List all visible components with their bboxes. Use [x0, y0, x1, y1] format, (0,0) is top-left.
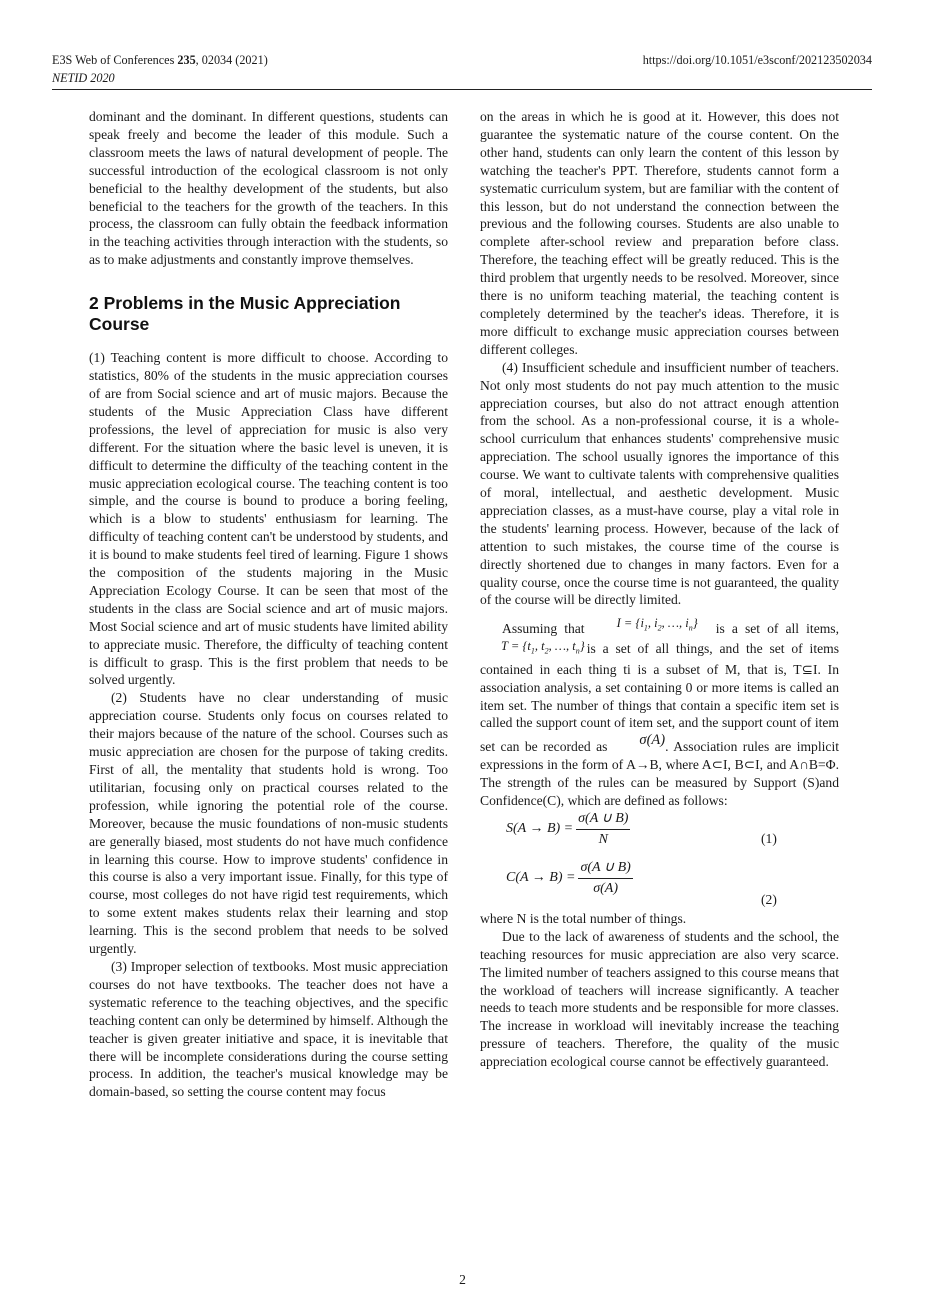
- equation-2-lhs: C(A → B) =: [506, 870, 576, 886]
- equation-confidence: [480, 859, 839, 908]
- association-definition-paragraph: Assuming that $I = \{i_1$, $i_2$, …, $i_n$} is a set of all items, $T = \{t_1$, $t_2$, …, $t_n$} is a set of all things, and the set of items contained in each thing ti is a subset of M, that is, T⊆I. In association analysis, a set containing 0 or more items is called an item set. The number of things that contain a specific item set is called the support count of item set, and the support count of item set can be recorded as σ(A). Association rules are implicit expressions in the form of A→B, where A⊂I, B⊂I, and A∩B=Φ. The strength of the rules can be measured by Support (S)and Confidence(C), which are defined as follows:: [480, 616, 839, 809]
- equation-2-denominator: σ(A): [593, 880, 619, 896]
- assuming-mid-text: is a set of all items,: [715, 621, 839, 637]
- left-column: [89, 108, 448, 1101]
- assuming-rest-text: is a set of all things, and the set of items contained in each thing ti is a subset of M, that is, T⊆I. In association analysis, a set containing 0 or more items is called an item set. The number of things that contain a specific item set is called the support count of item set, and the support count of item set can be recorded as: [480, 641, 839, 755]
- set-t-formula: $T = \{t_1$, $t_2$, …, $t_n$}: [501, 639, 585, 656]
- equation-support: [480, 810, 839, 859]
- equation-1-fraction: [576, 810, 630, 849]
- doi-link[interactable]: https://doi.org/10.1051/e3sconf/202123502034: [642, 53, 872, 67]
- journal-citation: [52, 52, 268, 69]
- equation-1-numerator: σ(A ∪ B): [576, 810, 630, 830]
- equation-1-denominator: N: [598, 831, 608, 847]
- equation-2-number: (2): [761, 891, 777, 907]
- assuming-lead-text: Assuming that: [502, 621, 585, 637]
- support-count-formula: σ(A): [639, 732, 666, 749]
- journal-name: E3S Web of Conferences: [52, 53, 178, 67]
- resources-paragraph: Due to the lack of awareness of students and the school, the teaching resources for music appreciation are also very scarce. The limited number of teachers assigned to this course means that the workload of teachers will increase significantly. A teacher needs to teach more students and be responsible for more classes. The increase in workload will inevitably increase the teaching pressure of teachers. Therefore, the quality of the music appreciation ecological course cannot be effectively guaranteed.: [480, 928, 839, 1070]
- problem-3-paragraph: (3) Improper selection of textbooks. Most music appreciation courses do not have textbooks. The teacher does not have a systematic reference to the teaching objectives, and the specific teaching content can only be determined by himself. Although the teacher is given greater initiative and space, it is inevitable that there will be incomplete considerations during the course setting process. In addition, the teacher's musical knowledge may be domain-based, so setting the course content may focus: [89, 958, 448, 1100]
- conference-name: NETID 2020: [52, 71, 115, 85]
- journal-volume: 235: [177, 53, 196, 67]
- equation-2-fraction: [578, 859, 632, 898]
- equation-2-numerator: σ(A ∪ B): [578, 859, 632, 879]
- problem-3-continued-paragraph: on the areas in which he is good at it. However, this does not guarantee the systematic nature of the course content. On the other hand, students can only learn the content of this lesson by watching the teacher's PPT. Therefore, students cannot form a systematic curriculum system, but are familiar with the content of this lesson, but do not understand the connection between the previous and the following courses. Students are also unable to complete after-school review and preparation before class. Therefore, the teaching effect will be greatly reduced. This is the third problem that urgently needs to be resolved. Moreover, since there is no uniform teaching material, the teaching content is completely determined by the teacher's ideas. Therefore, it is more difficult to exchange music appreciation courses between different colleges.: [480, 109, 839, 357]
- association-rules-text: Association rules are implicit expressions in the form of A→B, where A⊂I, B⊂I, and A∩B=Φ. The strength of the rules can be measured by Support (S)and Confidence(C), which are defined as follows:: [480, 739, 839, 809]
- equation-1-number: (1): [761, 830, 777, 846]
- problem-4-paragraph: (4) Insufficient schedule and insufficient number of teachers. Not only most students do not pay much attention to the music appreciation courses, but also do not attract enough attention from the school. As a non-professional course, it is a whole-school curriculum that enhances students' comprehensive music appreciation. The school usually ignores the importance of this course. We want to cultivate talents with comprehensive qualities of moral, intellectual, and aesthetic development. Music appreciation classes, as a must-have course, play a vital role in the students' learning process. However, because of the lack of attention to such mistakes, the course time of the course is directly shortened due to changes in many factors. Even for a quality course, once the course time is not guaranteed, the quality of the course will be directly limited.: [480, 359, 839, 608]
- problem-1-paragraph: (1) Teaching content is more difficult to choose. According to statistics, 80% of the students in the music appreciation courses of are from Social science and art of music majors. Because the students of the Music Appreciation Class have different professions, the level of appreciation for music is also very different. For the situation where the basic level is uneven, it is difficult to determine the difficulty of the teaching content in the music appreciation ecological course. The teaching content is too simple, and the course is bound to produce a boring feeling, which is a blow to students' enthusiasm for learning. The difficulty of teaching content can't be understood by students, and it is bound to make students feel tired of learning. Figure 1 shows the composition of the students majoring in the Music Appreciation Ecology Course. It can be seen that most of the students in the class are Social science and art of music majors. Most Social science and art of music students have limited ability to appreciate music. Therefore, the difficulty of teaching content is difficult to grasp. This is the first problem that needs to be solved urgently.: [89, 350, 448, 688]
- article-number: , 02034 (2021): [195, 53, 268, 67]
- set-i-formula: $I = \{i_1$, $i_2$, …, $i_n$}: [616, 616, 698, 633]
- where-n-text: where N is the total number of things.: [480, 910, 687, 926]
- page-number: 2: [459, 1272, 466, 1287]
- equation-1-lhs: S(A → B) =: [506, 821, 574, 837]
- right-column: [480, 108, 839, 1071]
- header-divider: [52, 89, 872, 90]
- intro-paragraph: dominant and the dominant. In different questions, students can speak freely and become the leader of this module. Such a classroom meets the laws of natural development of people. The successful introduction of the ecological classroom is not only beneficial to the healthy development of the students, but also beneficial to the teachers for the growth of the teachers. In this process, the classroom can fully obtain the feedback information in the teaching activities through interaction with the students, so as to make adjustments and constantly improve themselves.: [89, 109, 448, 268]
- section-heading: 2 Problems in the Music Appreciation Course: [89, 293, 401, 335]
- problem-2-paragraph: (2) Students have no clear understanding of music appreciation course. Students only focus on courses related to their majors because of the nature of the school. Courses such as music appreciation are chosen for the purpose of taking credits. First of all, the mentality that students hold is wrong. Too utilitarian, focusing only on practical courses related to the profession, while ignoring the potential role of the course. Moreover, because the music foundations of non-music students are generally biased, most students do not have much confidence in learning this course. How to improve students' confidence in this course is also a very important issue. Finally, for this type of course, most colleges do not have rigid test requirements, which to some extent makes students relax their learning and stop learning. This is the second problem that needs to be solved urgently.: [89, 690, 448, 957]
